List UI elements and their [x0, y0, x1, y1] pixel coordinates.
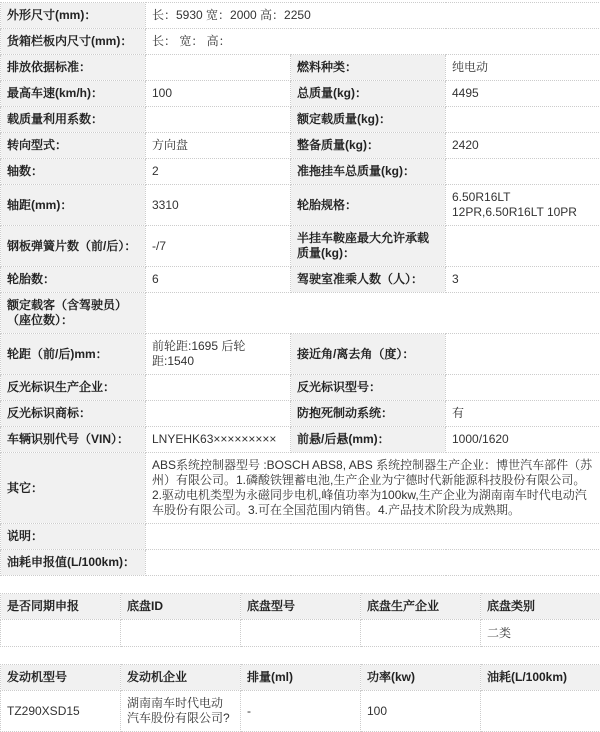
spec-label: 油耗申报值(L/100km)： — [1, 550, 146, 576]
spec-label: 外形尺寸(mm)： — [1, 3, 146, 29]
spec-row-outer-dimensions — [1, 3, 600, 29]
spec-value: 长： 宽： 高： — [146, 29, 600, 55]
spec-label: 载质量利用系数： — [1, 107, 146, 133]
engine-table — [0, 664, 600, 732]
spec-value — [446, 226, 600, 267]
spec-label: 其它： — [1, 453, 146, 524]
spec-label: 前悬/后悬(mm)： — [291, 427, 446, 453]
chassis-row — [1, 620, 600, 647]
spec-label: 驾驶室准乘人数（人）： — [291, 267, 446, 293]
chassis-table — [0, 593, 600, 647]
spec-label: 反光标识型号： — [291, 375, 446, 401]
chassis-cell — [241, 620, 361, 647]
spec-row-cargo-box-dimensions — [1, 29, 600, 55]
spec-row-axles-trailerweight — [1, 159, 600, 185]
spec-label: 轴数： — [1, 159, 146, 185]
engine-header-cell: 发动机型号 — [1, 665, 121, 691]
chassis-cell — [121, 620, 241, 647]
spec-label: 最高车速(km/h)： — [1, 81, 146, 107]
spec-value — [146, 550, 600, 576]
spec-label: 轮胎数： — [1, 267, 146, 293]
spec-value: LNYEHK63××××××××× — [146, 427, 291, 453]
spec-value: 纯电动 — [446, 55, 600, 81]
spec-row-springs-saddleload — [1, 226, 600, 267]
engine-cell: - — [241, 691, 361, 732]
engine-header-cell: 油耗(L/100km) — [481, 665, 600, 691]
spec-value: 6.50R16LT 12PR,6.50R16LT 10PR — [446, 185, 600, 226]
spec-label: 轮距（前/后)mm： — [1, 334, 146, 375]
spec-row-track-angles — [1, 334, 600, 375]
spec-row-tirecount-cabseats — [1, 267, 600, 293]
spec-label: 轮胎规格： — [291, 185, 446, 226]
engine-cell: TZ290XSD15 — [1, 691, 121, 732]
spec-value: 有 — [446, 401, 600, 427]
spec-value — [146, 293, 600, 334]
spec-label: 轴距(mm)： — [1, 185, 146, 226]
spec-value — [446, 159, 600, 185]
chassis-header-row — [1, 594, 600, 620]
spec-value: 3310 — [146, 185, 291, 226]
spec-label: 说明： — [1, 524, 146, 550]
spec-value: 100 — [146, 81, 291, 107]
spec-value: 方向盘 — [146, 133, 291, 159]
spec-value: 2420 — [446, 133, 600, 159]
spec-row-reflector-maker-model — [1, 375, 600, 401]
vehicle-spec-table — [0, 2, 600, 576]
chassis-header-cell: 底盘ID — [121, 594, 241, 620]
spec-value: 3 — [446, 267, 600, 293]
engine-header-cell: 功率(kw) — [361, 665, 481, 691]
spec-value — [146, 55, 291, 81]
spec-label: 额定载客（含驾驶员）（座位数）： — [1, 293, 146, 334]
spec-value: 1000/1620 — [446, 427, 600, 453]
spec-value: 4495 — [446, 81, 600, 107]
spec-label: 转向型式： — [1, 133, 146, 159]
spec-value: 长：5930 宽：2000 高：2250 — [146, 3, 600, 29]
engine-header-cell: 排量(ml) — [241, 665, 361, 691]
spec-label: 燃料种类： — [291, 55, 446, 81]
engine-header-cell: 发动机企业 — [121, 665, 241, 691]
chassis-header-cell: 是否同期申报 — [1, 594, 121, 620]
spec-value: 6 — [146, 267, 291, 293]
spec-row-emission-fuel — [1, 55, 600, 81]
spec-row-wheelbase-tires — [1, 185, 600, 226]
spec-row-maxspeed-grossweight — [1, 81, 600, 107]
spec-label: 反光标识生产企业： — [1, 375, 146, 401]
engine-cell: 湖南南车时代电动汽车股份有限公司? — [121, 691, 241, 732]
engine-header-row — [1, 665, 600, 691]
spec-row-steering-curbweight — [1, 133, 600, 159]
chassis-cell: 二类 — [481, 620, 600, 647]
engine-row — [1, 691, 600, 732]
spec-row-vin-overhang — [1, 427, 600, 453]
chassis-header-cell: 底盘型号 — [241, 594, 361, 620]
spec-row-notes — [1, 524, 600, 550]
spec-label: 防抱死制动系统： — [291, 401, 446, 427]
spec-label: 准拖挂车总质量(kg)： — [291, 159, 446, 185]
spec-value: 前轮距:1695 后轮距:1540 — [146, 334, 291, 375]
spec-value — [446, 107, 600, 133]
spec-label: 接近角/离去角（度）： — [291, 334, 446, 375]
spec-label: 车辆识别代号（VIN）： — [1, 427, 146, 453]
spec-label: 货箱栏板内尺寸(mm)： — [1, 29, 146, 55]
spec-value: ABS系统控制器型号 :BOSCH ABS8, ABS 系统控制器生产企业：博世汽车部件（苏州）有限公司。1.磷酸铁锂蓄电池,生产企业为宁德时代新能源科技股份有限公司。2.驱动电机类型为永磁同步电机,峰值功率为100kw,生产企业为湖南南车时代电动汽车股份有限公司。3.可在全国范围内销售。4.产品技术阶段为成熟期。 — [146, 453, 600, 524]
spec-label: 整备质量(kg)： — [291, 133, 446, 159]
spec-row-loadfactor-ratedload — [1, 107, 600, 133]
spec-label: 额定载质量(kg)： — [291, 107, 446, 133]
spec-value — [146, 524, 600, 550]
engine-cell: 100 — [361, 691, 481, 732]
spec-label: 反光标识商标： — [1, 401, 146, 427]
spec-row-reflector-brand-abs — [1, 401, 600, 427]
spec-value: 2 — [146, 159, 291, 185]
engine-cell — [481, 691, 600, 732]
spec-value — [446, 375, 600, 401]
spec-row-other — [1, 453, 600, 524]
spec-value: -/7 — [146, 226, 291, 267]
spec-row-fuel-declared — [1, 550, 600, 576]
spec-label: 总质量(kg)： — [291, 81, 446, 107]
spec-value — [146, 107, 291, 133]
chassis-cell — [1, 620, 121, 647]
chassis-header-cell: 底盘类别 — [481, 594, 600, 620]
chassis-header-cell: 底盘生产企业 — [361, 594, 481, 620]
spec-label: 半挂车鞍座最大允许承载质量(kg)： — [291, 226, 446, 267]
spec-label: 排放依据标准： — [1, 55, 146, 81]
chassis-cell — [361, 620, 481, 647]
spec-value — [146, 401, 291, 427]
spec-label: 钢板弹簧片数（前/后）： — [1, 226, 146, 267]
spec-row-rated-passengers — [1, 293, 600, 334]
spec-value — [446, 334, 600, 375]
spec-value — [146, 375, 291, 401]
